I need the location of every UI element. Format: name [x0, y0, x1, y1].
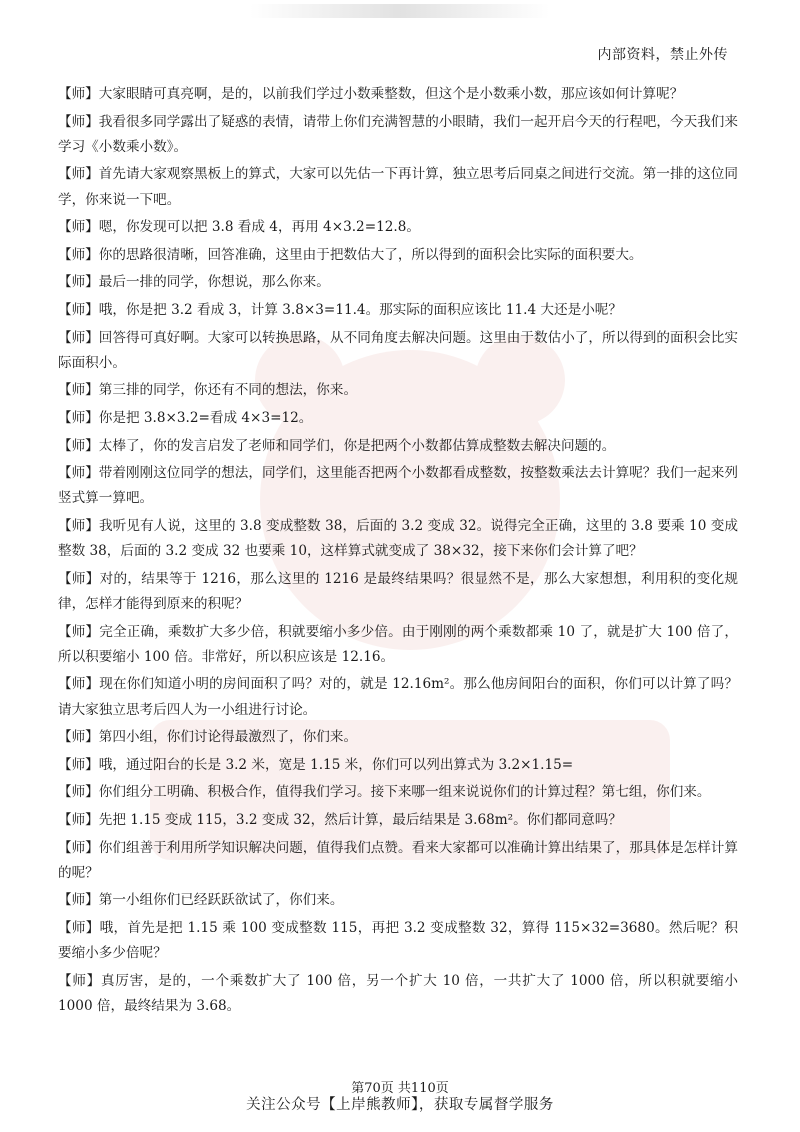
transcript-paragraph: 【师】带着刚刚这位同学的想法，同学们，这里能否把两个小数都看成整数，按整数乘法去计算呢？我们一起来列竖式算一算吧。	[58, 465, 738, 507]
transcript-paragraph: 【师】你的思路很清晰，回答准确，这里由于把数估大了，所以得到的面积会比实际的面积要大。	[58, 246, 643, 263]
transcript-paragraph: 【师】第三排的同学，你还有不同的想法，你来。	[58, 382, 358, 399]
transcript-paragraph: 【师】哦，首先是把 1.15 乘 100 变成整数 115，再把 3.2 变成整数 32，算得 115×32=3680。然后呢？积要缩小多少倍呢？	[58, 919, 738, 962]
transcript-paragraph: 【师】你是把 3.8×3.2=看成 4×3=12。	[58, 409, 313, 426]
transcript-paragraph: 【师】太棒了，你的发言启发了老师和同学们，你是把两个小数都估算成整数去解决问题的。	[58, 437, 616, 454]
transcript-paragraph: 【师】对的，结果等于 1216，那么这里的 1216 是最终结果吗？很显然不是，那么大家想想，利用积的变化规律，怎样才能得到原来的积呢？	[58, 570, 738, 612]
lesson-transcript	[58, 82, 738, 1021]
transcript-paragraph: 【师】第四小组，你们讨论得最激烈了，你们来。	[58, 729, 358, 746]
transcript-paragraph: 【师】你们组善于利用所学知识解决问题，值得我们点赞。看来大家都可以准确计算出结果了，那具体是怎样计算的呢？	[58, 839, 738, 881]
transcript-paragraph: 【师】第一小组你们已经跃跃欲试了，你们来。	[58, 892, 344, 909]
transcript-paragraph: 【师】嗯，你发现可以把 3.8 看成 4，再用 4×3.2=12.8。	[58, 219, 420, 236]
transcript-paragraph: 【师】大家眼睛可真亮啊，是的，以前我们学过小数乘整数，但这个是小数乘小数，那应该如何计算呢？	[58, 86, 684, 102]
transcript-paragraph: 【师】现在你们知道小明的房间面积了吗？对的，就是 12.16m²。那么他房间阳台的面积，你们可以计算了吗？请大家独立思考后四人为一小组进行讨论。	[58, 676, 738, 718]
transcript-paragraph: 【师】完全正确，乘数扩大多少倍，积就要缩小多少倍。由于刚刚的两个乘数都乘 10 了，就是扩大 100 倍了，所以积要缩小 100 倍。非常好，所以积应该是 12.16。	[58, 623, 738, 665]
transcript-paragraph: 【师】先把 1.15 变成 115，3.2 变成 32，然后计算，最后结果是 3.68m²。你们都同意吗？	[58, 811, 622, 828]
transcript-paragraph: 【师】最后一排的同学，你想说，那么你来。	[58, 274, 330, 291]
footer-promo-text: 关注公众号【上岸熊教师】，获取专属督学服务	[246, 1097, 554, 1113]
transcript-paragraph: 【师】哦，你是把 3.2 看成 3，计算 3.8×3=11.4。那实际的面积应该比 11.4 大还是小呢？	[58, 301, 622, 318]
confidential-note: 内部资料，禁止外传	[597, 47, 728, 63]
transcript-paragraph: 【师】你们组分工明确、积极合作，值得我们学习。接下来哪一组来说说你们的计算过程？第七组，你们来。	[58, 784, 711, 801]
transcript-paragraph: 【师】回答得可真好啊。大家可以转换思路，从不同角度去解决问题。这里由于数估小了，所以得到的面积会比实际面积小。	[58, 329, 738, 371]
transcript-paragraph: 【师】我看很多同学露出了疑惑的表情，请带上你们充满智慧的小眼睛，我们一起开启今天的行程吧，今天我们来学习《小数乘小数》。	[58, 113, 738, 155]
transcript-paragraph: 【师】哦，通过阳台的长是 3.2 米，宽是 1.15 米，你们可以列出算式为 3.2×1.15=	[58, 756, 574, 773]
faded-top-header	[250, 4, 550, 18]
transcript-paragraph: 【师】首先请大家观察黑板上的算式，大家可以先估一下再计算，独立思考后同桌之间进行交流。第一排的这位同学，你来说一下吧。	[58, 166, 738, 208]
page-number: 第70页 共110页	[351, 1081, 449, 1096]
transcript-paragraph: 【师】我听见有人说，这里的 3.8 变成整数 38，后面的 3.2 变成 32。说得完全正确，这里的 3.8 要乘 10 变成整数 38，后面的 3.2 变成 32 也要乘 10，这样算式就变成了 38×32，接下来你们会计算了吧？	[58, 517, 738, 560]
transcript-paragraph: 【师】真厉害，是的，一个乘数扩大了 100 倍，另一个扩大 10 倍，一共扩大了 1000 倍，所以积就要缩小 1000 倍，最终结果为 3.68。	[58, 972, 738, 1014]
